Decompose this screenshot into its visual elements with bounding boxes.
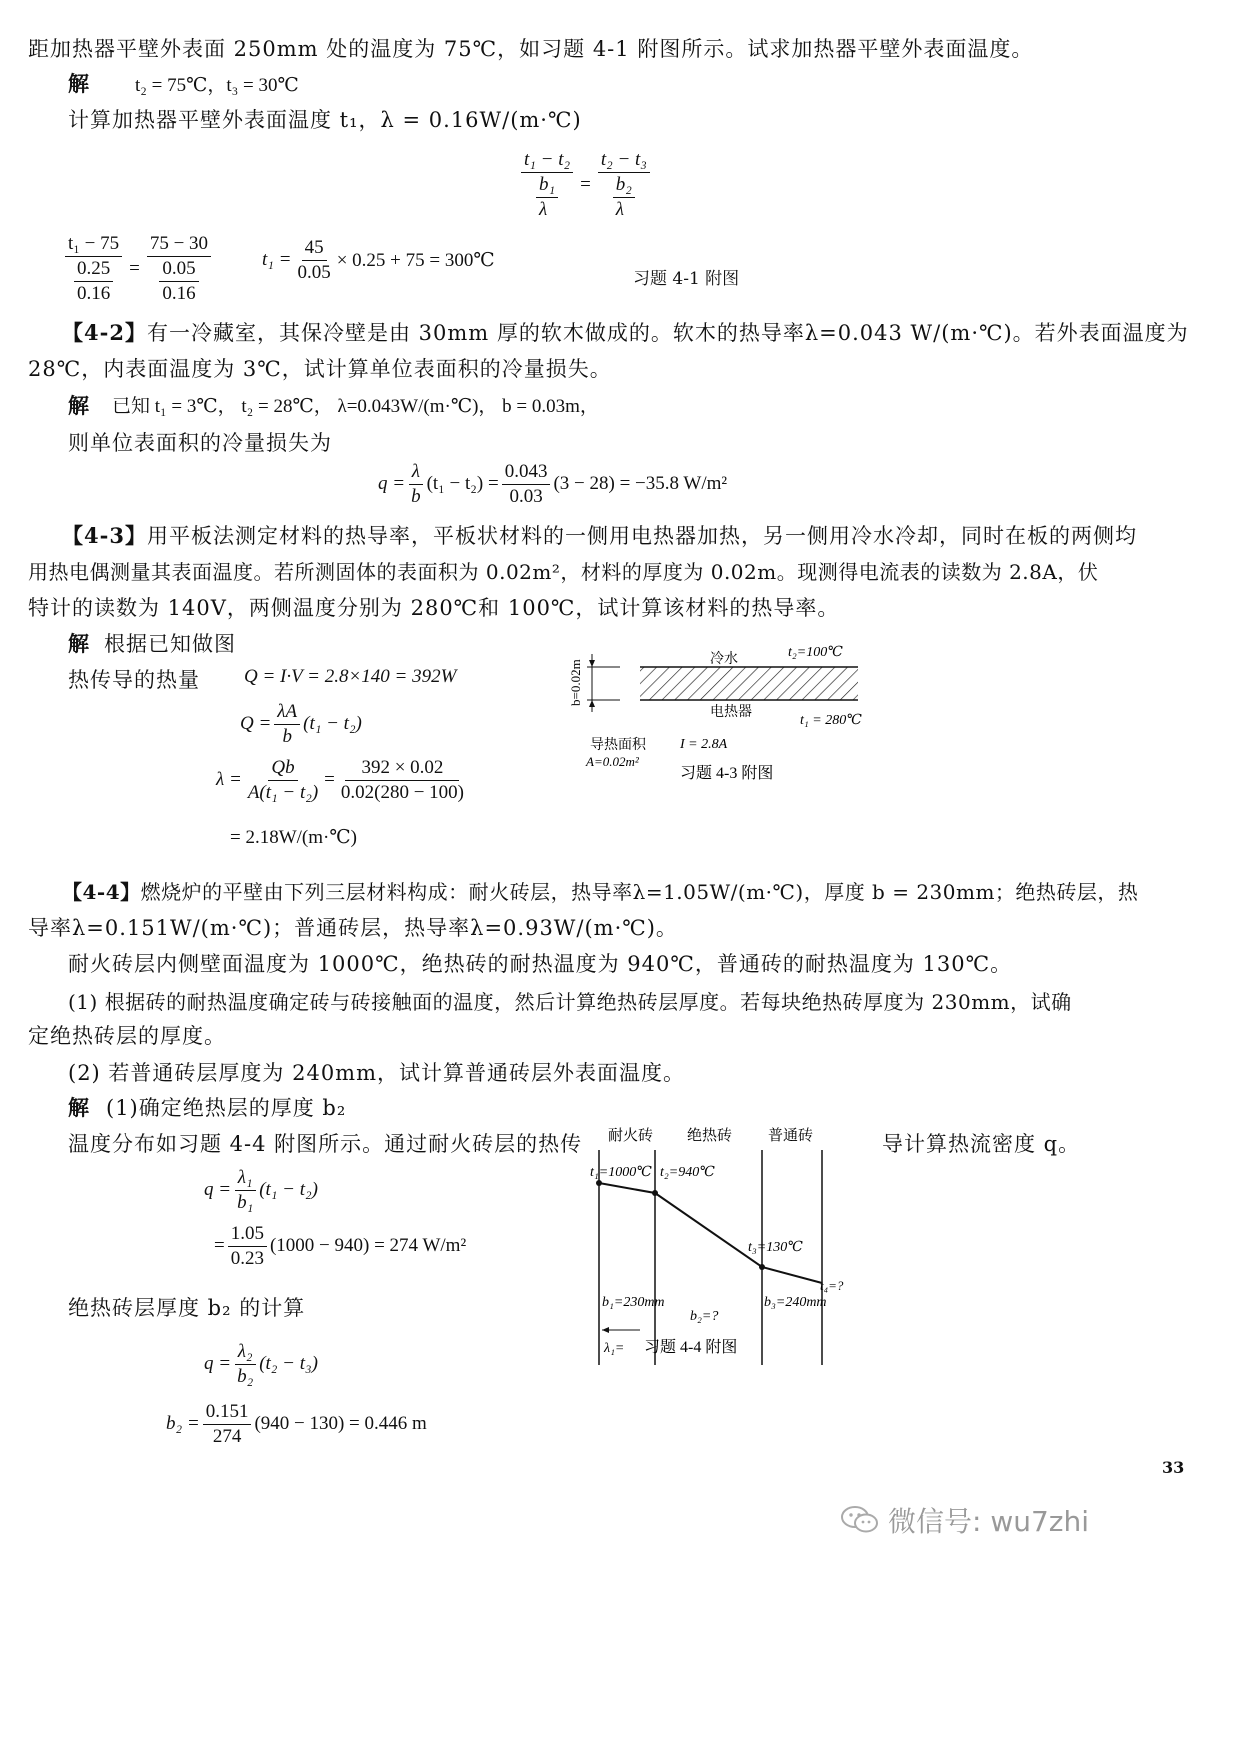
wechat-icon (840, 1505, 880, 1535)
b2-label: b₂=? (690, 1309, 719, 1324)
t3-label: t₃=130℃ (748, 1240, 803, 1255)
lambda1-label: λ₁= (604, 1341, 625, 1356)
equation-4-3-q: Q = I·V = 2.8×140 = 392W (244, 666, 457, 687)
problem-4-2-line1 (62, 317, 1189, 347)
problem-text: 有一冷藏室，其保冷壁是由 30mm 厚的软木做成的。软木的热导率λ=0.043 W/(m·℃)。若外表面温度为 (146, 321, 1189, 345)
problem-4-2-line2: 28℃，内表面温度为 3℃，试计算单位表面积的冷量损失。 (28, 357, 612, 381)
plate-hatch (640, 667, 858, 700)
eq-rhs: (940 − 130) = 0.446 m (254, 1413, 427, 1435)
eq-lhs: = (214, 1235, 225, 1257)
heater-label: 电热器 (710, 705, 752, 720)
eq-den: b₂ (613, 173, 635, 198)
t1-label: t₁ = 280℃ (800, 713, 862, 728)
solution-text: 根据已知做图 (104, 632, 236, 656)
b2-calc-label: 绝热砖层厚度 b₂ 的计算 (68, 1296, 306, 1320)
equation-4-3-fourier (240, 700, 362, 749)
item-1-line2: 定绝热砖层的厚度。 (28, 1024, 226, 1048)
eq-eq: = (324, 769, 335, 791)
eq-lhs: q = (204, 1353, 232, 1375)
arrow-head-icon (602, 1327, 609, 1333)
problem-number: 【4-4】 (62, 880, 141, 904)
eq-den: b₁ (536, 173, 558, 198)
eq-num: 0.043 (502, 460, 551, 485)
eq-den: 0.02(280 − 100) (340, 781, 465, 803)
eq-den: b (282, 725, 292, 747)
eq-num: λ (409, 460, 423, 485)
eq-den: 0.16 (162, 282, 196, 304)
equation-4-4-b2 (166, 1400, 427, 1449)
arrow-head-icon (589, 700, 595, 707)
solution-label: 解 (68, 631, 90, 656)
arrow-head-icon (589, 660, 595, 667)
area-label: 导热面积 (590, 738, 646, 753)
eq-rhs: (3 − 28) = −35.8 W/m² (553, 473, 728, 495)
temp-point (759, 1264, 765, 1270)
solution-label: 解 (68, 1095, 90, 1120)
equation-4-3-result: = 2.18W/(m·℃) (230, 827, 357, 848)
eq-num: t₁ − t₂ (521, 148, 573, 173)
layer-label-firebrick: 耐火砖 (608, 1128, 654, 1144)
eq-den: λ (615, 198, 625, 220)
figure-4-3 (560, 636, 890, 796)
eq-den: b₂ (237, 1365, 254, 1387)
eq-den: 0.23 (230, 1247, 264, 1269)
problem-4-4-line2: 导率λ=0.151W/(m·℃)；普通砖层，热导率λ=0.93W/(m·℃)。 (28, 916, 678, 940)
given-4-1: t₂ = 75℃，t₃ = 30℃ (135, 75, 299, 96)
eq-num: λ₁ (235, 1166, 256, 1191)
t4-label: t₄=? (820, 1278, 844, 1293)
eq-lhs: Q = (240, 713, 272, 735)
watermark (840, 1500, 1089, 1540)
layer-label-common: 普通砖 (768, 1128, 814, 1144)
eq-rhs: (t₁ − t₂) (259, 1179, 318, 1201)
area-value: A=0.02m² (586, 754, 639, 769)
figure-4-4 (590, 1120, 870, 1370)
eq-den: A(t₁ − t₂) (247, 781, 319, 803)
problem-4-4-line1 (62, 876, 1138, 905)
solution-text: (1)确定绝热层的厚度 b₂ (106, 1096, 347, 1120)
temperature-profile (599, 1183, 822, 1283)
b1-label: b₁=230mm (602, 1295, 665, 1310)
eq-den: 0.05 (159, 257, 198, 282)
distribution-text-left: 温度分布如习题 4-4 附图所示。通过耐火砖层的热传 (68, 1132, 583, 1156)
eq-rhs: (t₁ − t₂) (303, 713, 362, 735)
figure-caption-4-3: 习题 4-3 附图 (680, 765, 774, 782)
item-2: (2) 若普通砖层厚度为 240mm，试计算普通砖层外表面温度。 (68, 1061, 686, 1085)
problem-text: 燃烧炉的平壁由下列三层材料构成：耐火砖层，热导率λ=1.05W/(m·℃)，厚度 b = 230mm；绝热砖层，热 (140, 880, 1139, 904)
eq-rhs: × 0.25 + 75 = 300℃ (336, 249, 495, 271)
eq-den: λ (538, 198, 548, 220)
t1-label: t₁=1000℃ (590, 1165, 652, 1180)
eq-lhs: t₁ = (262, 249, 292, 271)
eq-num: Qb (268, 756, 297, 781)
problem-4-3-line3: 特计的读数为 140V，两侧温度分别为 280℃和 100℃，试计算该材料的热导率。 (28, 596, 840, 620)
eq-den: 274 (212, 1425, 242, 1447)
problem-number: 【4-2】 (62, 320, 147, 345)
eq-den: b₁ (237, 1191, 254, 1213)
equation-4-4-q2 (214, 1222, 466, 1271)
distribution-text-right: 导计算热流密度 q。 (882, 1132, 1081, 1156)
given-4-2: 已知 t₁ = 3℃， t₂ = 28℃， λ=0.043W/(m·℃)， b = 0.03m， (112, 396, 599, 417)
eq-lhs: q = (378, 473, 406, 495)
eq-num: 0.151 (203, 1400, 252, 1425)
equation-4-2 (378, 460, 727, 509)
eq-den: 0.05 (297, 261, 331, 283)
t2-label: t₂=100℃ (788, 645, 843, 660)
eq-num: 45 (302, 236, 327, 261)
temp-point (596, 1180, 602, 1186)
equation-4-1-numeric: $\frac{\text{t₁ − 75}}{\frac{0.25}{0.16}}$ = $\frac{75 - 30}{\frac{0.05}{0.16}}$ (62, 232, 214, 305)
problem-4-4-line3: 耐火砖层内侧壁面温度为 1000℃，绝热砖的耐热温度为 940℃，普通砖的耐热温度为 130℃。 (68, 952, 1013, 976)
problem-text: 用平板法测定材料的热导率，平板状材料的一侧用电热器加热，另一侧用冷水冷却，同时在板的两侧均 (146, 524, 1137, 548)
eq-lhs: b₂ = (166, 1413, 200, 1435)
figure-caption-4-4: 习题 4-4 附图 (644, 1339, 738, 1356)
eq-rhs: (1000 − 940) = 274 W/m² (269, 1235, 467, 1257)
problem-4-3-line2: 用热电偶测量其表面温度。若所测固体的表面积为 0.02m²，材料的厚度为 0.02m。现测得电流表的读数为 2.8A，伏 (28, 560, 1099, 584)
eq-den: 0.25 (74, 257, 113, 282)
item-1-line1: (1) 根据砖的耐热温度确定砖与砖接触面的温度，然后计算绝热砖层厚度。若每块绝热砖厚度为 230mm，试确 (68, 990, 1072, 1014)
eq-den: 0.16 (76, 282, 111, 304)
problem-4-3-line1 (62, 520, 1137, 550)
t2-label: t₂=940℃ (660, 1165, 715, 1180)
solution-4-3-head (68, 628, 236, 658)
eq-num: 1.05 (228, 1222, 267, 1247)
figure-caption-4-1: 习题 4-1 附图 (633, 269, 740, 289)
temp-point (652, 1190, 658, 1196)
equation-4-4-q3 (204, 1340, 318, 1389)
eq-lhs: q = (204, 1179, 232, 1201)
solution-label: 解 (68, 71, 90, 96)
watermark-text: 微信号: wu7zhi (888, 1505, 1090, 1538)
then-text-4-2: 则单位表面积的冷量损失为 (68, 431, 332, 455)
equation-4-1-result (262, 236, 495, 285)
eq-rhs: (t₂ − t₃) (259, 1353, 318, 1375)
eq-den: 0.03 (509, 485, 543, 507)
page-number: 33 (1162, 1458, 1185, 1477)
calc-label-4-1: 计算加热器平壁外表面温度 t₁，λ = 0.16W/(m·℃) (68, 108, 582, 132)
eq-mid: (t₁ − t₂) = (426, 473, 499, 495)
solution-label: 解 (68, 393, 90, 418)
intro-4-1: 距加热器平壁外表面 250mm 处的温度为 75℃，如习题 4-1 附图所示。试求加热器平壁外表面温度。 (28, 37, 1034, 61)
equation-4-3-lambda (216, 756, 470, 805)
b3-label: b₃=240mm (764, 1295, 827, 1310)
solution-4-4-head (68, 1092, 346, 1122)
current-label: I = 2.8A (680, 737, 728, 752)
eq-den: b (411, 485, 421, 507)
thickness-label: b=0.02m (568, 659, 583, 706)
eq-num: 75 − 30 (147, 232, 211, 257)
eq-num: λA (274, 700, 300, 725)
layer-label-insulating: 绝热砖 (687, 1128, 733, 1144)
problem-number: 【4-3】 (62, 523, 147, 548)
eq-num: λ₂ (235, 1340, 256, 1365)
eq-num: 392 × 0.02 (345, 756, 459, 781)
eq-num: t₁ − 75 (65, 232, 122, 257)
equation-4-4-q1 (204, 1166, 318, 1215)
eq-num: t₂ − t₃ (598, 148, 650, 173)
eq-lhs: λ = (216, 769, 242, 791)
equation-4-1-ratio: $\frac{\text{t₁ − t₂}}{\frac{\text{b₁}}{\lambda}}$ = $\frac{\text{t₂ − t₃}}{\frac{\text{b₂}}{\lambda}}$ (518, 148, 653, 221)
heat-label: 热传导的热量 (68, 668, 200, 692)
cold-water-label: 冷水 (710, 652, 738, 667)
